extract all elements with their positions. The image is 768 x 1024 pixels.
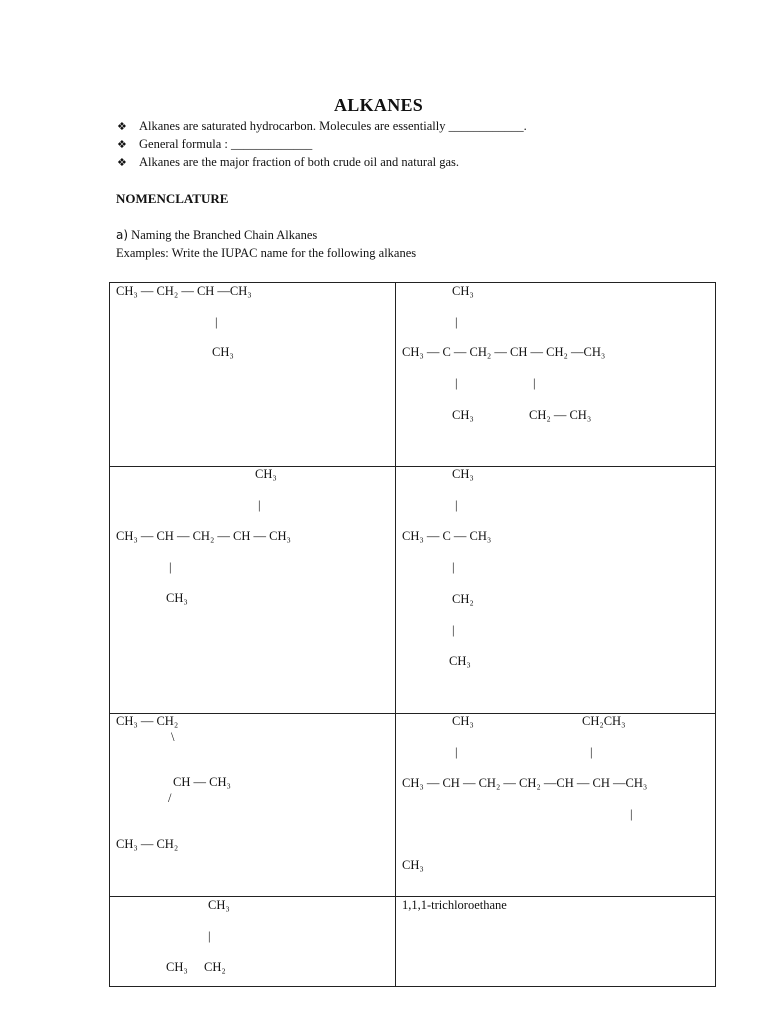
structure-line: CH₃ bbox=[452, 467, 474, 481]
structure-line: CH₃ bbox=[402, 858, 424, 872]
structure-line: CH₂ — CH₃ bbox=[529, 408, 592, 422]
bullet-text: Alkanes are saturated hydrocarbon. Molecules are essentially ____________. bbox=[139, 119, 527, 133]
structure-line: CH₃ — C — CH₃ bbox=[402, 529, 492, 543]
table-row-divider bbox=[109, 466, 716, 467]
structure-line: CH₃ bbox=[255, 467, 277, 481]
bond-vertical: | bbox=[455, 376, 458, 390]
bond-vertical: | bbox=[452, 560, 455, 574]
page-title: ALKANES bbox=[334, 95, 424, 115]
structure-line: CH₃ — CH₂ bbox=[116, 837, 179, 851]
structure-line: CH — CH₃ bbox=[173, 775, 231, 789]
bond-vertical: | bbox=[455, 315, 458, 329]
table-column-divider bbox=[395, 282, 396, 987]
structure-line: CH₃ — CH₂ bbox=[116, 714, 179, 728]
bond-vertical: | bbox=[630, 807, 633, 821]
structure-line: CH₃ — C — CH₂ — CH — CH₂ —CH₃ bbox=[402, 345, 606, 359]
bond-diagonal: / bbox=[168, 791, 172, 805]
diamond-bullet-icon: ❖ bbox=[117, 156, 127, 169]
bullet-item bbox=[117, 155, 459, 170]
bullet-text: Alkanes are the major fraction of both crude oil and natural gas. bbox=[139, 155, 460, 169]
structure-line: CH₃ — CH₂ — CH —CH₃ bbox=[116, 284, 252, 298]
bond-vertical: | bbox=[215, 315, 218, 329]
bond-vertical: | bbox=[258, 498, 261, 512]
bullet-text: General formula : _____________ bbox=[139, 137, 313, 151]
sub-heading bbox=[116, 228, 317, 243]
structure-line: CH₃ bbox=[166, 591, 188, 605]
table-row-divider bbox=[109, 896, 716, 897]
structure-line: CH₂ bbox=[452, 592, 474, 606]
bond-vertical: | bbox=[208, 929, 211, 943]
bond-diagonal: \ bbox=[171, 730, 175, 744]
structure-line: CH₃ bbox=[452, 408, 474, 422]
diamond-bullet-icon: ❖ bbox=[117, 138, 127, 151]
structure-line: CH₃ bbox=[452, 284, 474, 298]
sub-heading-text: Naming the Branched Chain Alkanes bbox=[131, 228, 318, 242]
structure-line: CH₃ bbox=[212, 345, 234, 359]
examples-text: Examples: Write the IUPAC name for the following alkanes bbox=[116, 246, 417, 260]
structure-line: CH₂ bbox=[204, 960, 226, 974]
structure-line: CH₃ bbox=[449, 654, 471, 668]
structure-line: CH₃ bbox=[166, 960, 188, 974]
structure-line: CH₃ — CH — CH₂ — CH — CH₃ bbox=[116, 529, 291, 543]
bond-vertical: | bbox=[169, 560, 172, 574]
examples-table bbox=[109, 282, 716, 987]
compound-name: 1,1,1-trichloroethane bbox=[402, 898, 507, 912]
bond-vertical: | bbox=[590, 745, 593, 759]
sub-heading-label: a) bbox=[116, 228, 129, 242]
structure-line: CH₃ bbox=[208, 898, 230, 912]
diamond-bullet-icon: ❖ bbox=[117, 120, 127, 133]
bond-vertical: | bbox=[452, 623, 455, 637]
bullet-item bbox=[117, 137, 312, 152]
bond-vertical: | bbox=[455, 498, 458, 512]
bond-vertical: | bbox=[455, 745, 458, 759]
section-heading: NOMENCLATURE bbox=[116, 191, 229, 206]
structure-line: CH₃ — CH — CH₂ — CH₂ —CH — CH —CH₃ bbox=[402, 776, 648, 790]
bullet-item bbox=[117, 119, 527, 134]
structure-line: CH₂CH₃ bbox=[582, 714, 626, 728]
bond-vertical: | bbox=[533, 376, 536, 390]
structure-line: CH₃ bbox=[452, 714, 474, 728]
